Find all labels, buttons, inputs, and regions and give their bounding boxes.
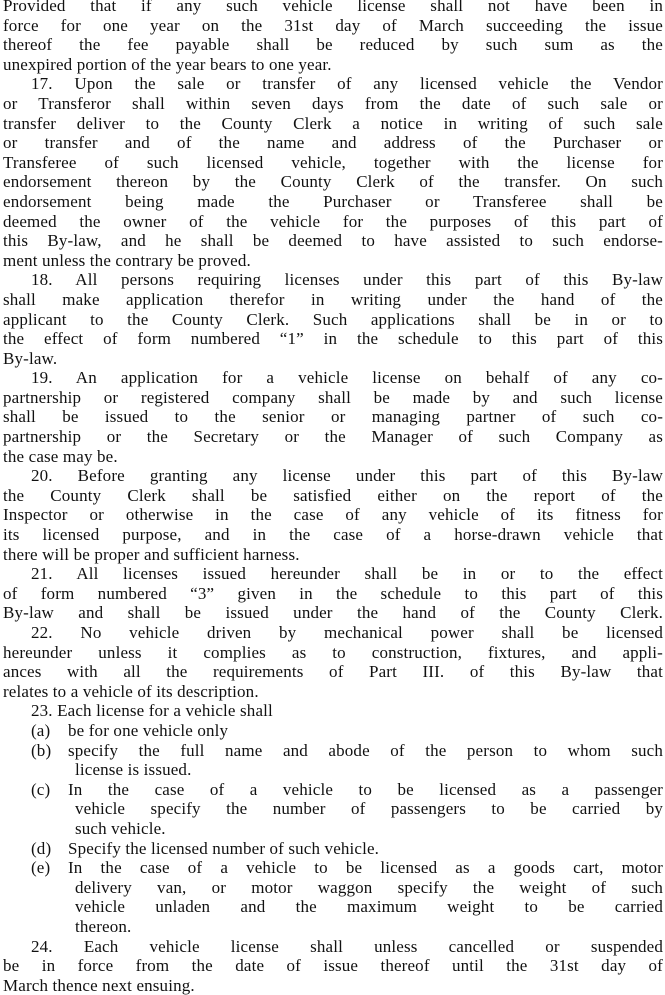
list-item-b-cont	[3, 760, 663, 780]
section-24-line: 24. Each vehicle license shall unless cancelled or suspended	[31, 936, 663, 956]
item-text: Specify the licensed number of such vehicle.	[68, 838, 380, 858]
section-23-line: 23. Each license for a vehicle shall	[31, 701, 273, 721]
text-line: Inspector or otherwise in the case of any vehicle of its fitness for	[3, 505, 663, 525]
item-text: vehicle unladen and the maximum weight to be carried	[75, 897, 663, 917]
section-18-line: 18. All persons requiring licenses under this part of this By-law	[31, 270, 663, 290]
item-label: (e)	[31, 858, 51, 878]
item-text: be for one vehicle only	[68, 720, 229, 740]
list-item-e-cont	[3, 878, 663, 898]
item-text: vehicle specify the number of passengers to be carried by	[75, 799, 663, 819]
text-line: thereof the fee payable shall be reduced by such sum as the	[3, 35, 663, 55]
text-line: relates to a vehicle of its description.	[3, 681, 259, 701]
text-line: the County Clerk shall be satisfied either on the report of the	[3, 485, 663, 505]
item-label: (c)	[31, 779, 51, 799]
text-line: or Transferor shall within seven days from the date of such sale or	[3, 93, 663, 113]
item-text: specify the full name and abode of the person to whom such	[68, 740, 663, 760]
text-line: this By-law, and he shall be deemed to have assisted to such endorse-	[3, 231, 663, 251]
text-line: ment unless the contrary be proved.	[3, 250, 251, 270]
item-text: In the case of a vehicle to be licensed as a passenger	[68, 779, 663, 799]
section-17-line: 17. Upon the sale or transfer of any licensed vehicle the Vendor	[31, 74, 663, 94]
list-item-e-cont	[3, 897, 663, 917]
section-21-line: 21. All licenses issued hereunder shall be in or to the effect	[31, 564, 663, 584]
list-item-e	[3, 858, 663, 878]
text-line: By-law.	[3, 348, 58, 368]
text-line: applicant to the County Clerk. Such applications shall be in or to	[3, 309, 663, 329]
text-line: March thence next ensuing.	[3, 975, 195, 995]
text-line: there will be proper and sufficient harness.	[3, 544, 300, 564]
text-line: partnership or the Secretary or the Manager of such Company as	[3, 427, 663, 447]
list-item-c-cont	[3, 799, 663, 819]
text-line: hereunder unless it complies as to construction, fixtures, and appli-	[3, 642, 663, 662]
list-item-c	[3, 780, 663, 800]
text-line: force for one year on the 31st day of March succeeding the issue	[3, 15, 663, 35]
text-line: of form numbered “3” given in the schedule to this part of this	[3, 583, 663, 603]
text-line: ances with all the requirements of Part III. of this By-law that	[3, 662, 663, 682]
item-text: delivery van, or motor waggon specify the weight of such	[75, 877, 663, 897]
item-text: license is issued.	[75, 760, 192, 780]
text-line: be in force from the date of issue thereof until the 31st day of	[3, 956, 663, 976]
item-label: (b)	[31, 740, 52, 760]
text-line: the effect of form numbered “1” in the schedule to this part of this	[3, 329, 663, 349]
text-line: its licensed purpose, and in the case of a horse-drawn vehicle that	[3, 525, 663, 545]
item-text: thereon.	[75, 916, 132, 936]
item-label: (d)	[31, 838, 52, 858]
text-line: endorsement being made the Purchaser or Transferee shall be	[3, 191, 663, 211]
list-item-c-cont	[3, 819, 663, 839]
text-line: or transfer and of the name and address of the Purchaser or	[3, 133, 663, 153]
text-line: shall make application therefor in writing under the hand of the	[3, 289, 663, 309]
text-line: deemed the owner of the vehicle for the purposes of this part of	[3, 211, 663, 231]
section-19-line: 19. An application for a vehicle license on behalf of any co-	[31, 368, 663, 388]
list-item-a	[3, 721, 663, 741]
list-item-d	[3, 839, 663, 859]
text-line: partnership or registered company shall be made by and such license	[3, 387, 663, 407]
text-line: Transferee of such licensed vehicle, together with the license for	[3, 152, 663, 172]
list-item-e-cont	[3, 917, 663, 937]
section-22-line: 22. No vehicle driven by mechanical power shall be licensed	[31, 623, 663, 642]
section-20-line: 20. Before granting any license under this part of this By-law	[31, 466, 663, 486]
text-line: the case may be.	[3, 446, 118, 466]
text-line: endorsement thereon by the County Clerk of the transfer. On such	[3, 172, 663, 192]
text-line: unexpired portion of the year bears to one year.	[3, 54, 332, 74]
text-line: By-law and shall be issued under the hand of the County Clerk.	[3, 603, 663, 623]
list-item-b	[3, 741, 663, 761]
item-label: (a)	[31, 720, 51, 740]
item-text: such vehicle.	[75, 818, 166, 838]
text-line: shall be issued to the senior or managing partner of such co-	[3, 407, 663, 427]
text-line: transfer deliver to the County Clerk a notice in writing of such sale	[3, 113, 663, 133]
item-text: In the case of a vehicle to be licensed as a goods cart, motor	[68, 858, 663, 878]
text-line: Provided that if any such vehicle license shall not have been in	[3, 0, 663, 15]
